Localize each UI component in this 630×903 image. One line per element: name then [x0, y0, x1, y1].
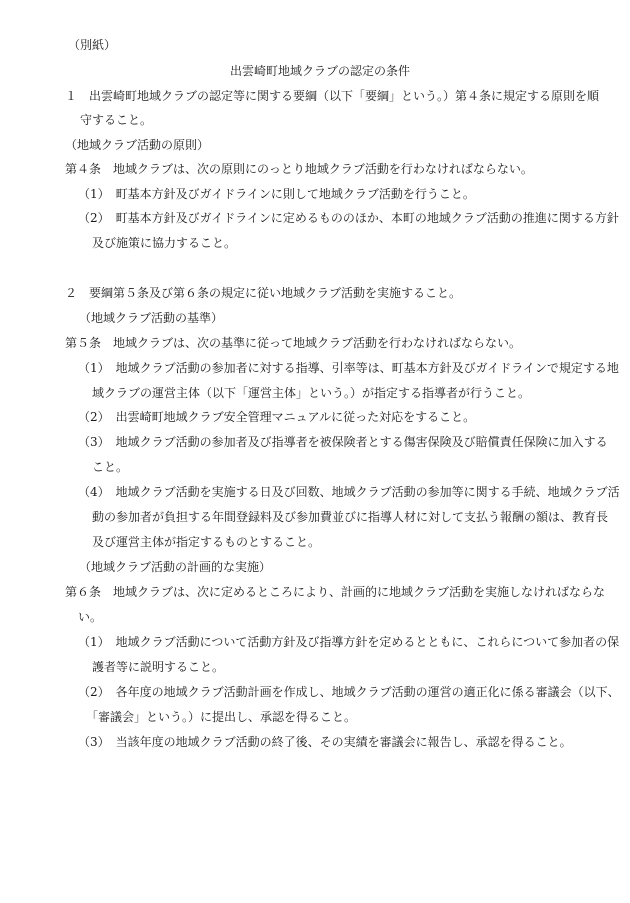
- article-5-item-1-line-2: 域クラブの運営主体（以下「運営主体」という。）が指定する指導者が行うこと。: [92, 386, 531, 400]
- article-6-line-2: い。: [78, 610, 103, 624]
- article-6-item-3: （3） 当該年度の地域クラブ活動の終了後、その実績を審議会に報告し、承認を得ること。: [78, 735, 572, 749]
- article-6-item-1-line-1: （1） 地域クラブ活動について活動方針及び指導方針を定めるとともに、これらについて参加者の保: [78, 635, 620, 649]
- page-title: 出雲崎町地域クラブの認定の条件: [230, 64, 411, 78]
- article-6-line-1: 第６条 地域クラブは、次に定めるところにより、計画的に地域クラブ活動を実施しなければならな: [65, 585, 606, 599]
- clause-2: ２ 要綱第５条及び第６条の規定に従い地域クラブ活動を実施すること。: [65, 286, 462, 300]
- article-4-item-1: （1） 町基本方針及びガイドラインに則して地域クラブ活動を行うこと。: [78, 187, 475, 201]
- article-5-item-1-line-1: （1） 地域クラブ活動の参加者に対する指導、引率等は、町基本方針及びガイドラインで規定する地: [78, 361, 619, 375]
- clause-1-line-1: １ 出雲崎町地域クラブの認定等に関する要綱（以下「要綱」という。）第４条に規定する原則を順: [65, 89, 600, 103]
- article-6-item-2-line-1: （2） 各年度の地域クラブ活動計画を作成し、地域クラブ活動の運営の適正化に係る審議会（以下、: [78, 685, 620, 699]
- article-6-item-1-line-2: 護者等に説明すること。: [92, 660, 225, 674]
- article-5-item-3-line-1: （3） 地域クラブ活動の参加者及び指導者を被保険者とする傷害保険及び賠償責任保険に加入する: [78, 435, 608, 449]
- section-heading-standards: （地域クラブ活動の基準）: [79, 311, 224, 325]
- article-4: 第４条 地域クラブは、次の原則にのっとり地域クラブ活動を行わなければならない。: [65, 162, 533, 176]
- article-6-item-2-line-2: 「審議会」という。）に提出し、承認を得ること。: [86, 710, 357, 724]
- section-heading-planned-implementation: （地域クラブ活動の計画的な実施）: [79, 560, 272, 574]
- article-5-item-4-line-1: （4） 地域クラブ活動を実施する日及び回数、地域クラブ活動の参加等に関する手続、地域クラブ活: [78, 485, 620, 499]
- article-5: 第５条 地域クラブは、次の基準に従って地域クラブ活動を行わなければならない。: [65, 336, 522, 350]
- article-5-item-3-line-2: こと。: [92, 460, 129, 474]
- article-4-item-2-line-2: 及び施策に協力すること。: [92, 236, 237, 250]
- article-4-item-2-line-1: （2） 町基本方針及びガイドラインに定めるもののほか、本町の地域クラブ活動の推進に関する方針: [78, 211, 619, 225]
- article-5-item-4-line-3: 及び運営主体が指定するものとすること。: [92, 535, 321, 549]
- section-heading-principles: （地域クラブ活動の原則）: [65, 138, 210, 152]
- article-5-item-2: （2） 出雲崎町地域クラブ安全管理マニュアルに従った対応をすること。: [78, 410, 476, 424]
- clause-1-line-2: 守すること。: [80, 113, 153, 127]
- article-5-item-4-line-2: 動の参加者が負担する年間登録料及び参加費並びに指導人材に対して支払う報酬の額は、教育長: [92, 510, 609, 524]
- attachment-label: （別紙）: [68, 38, 117, 52]
